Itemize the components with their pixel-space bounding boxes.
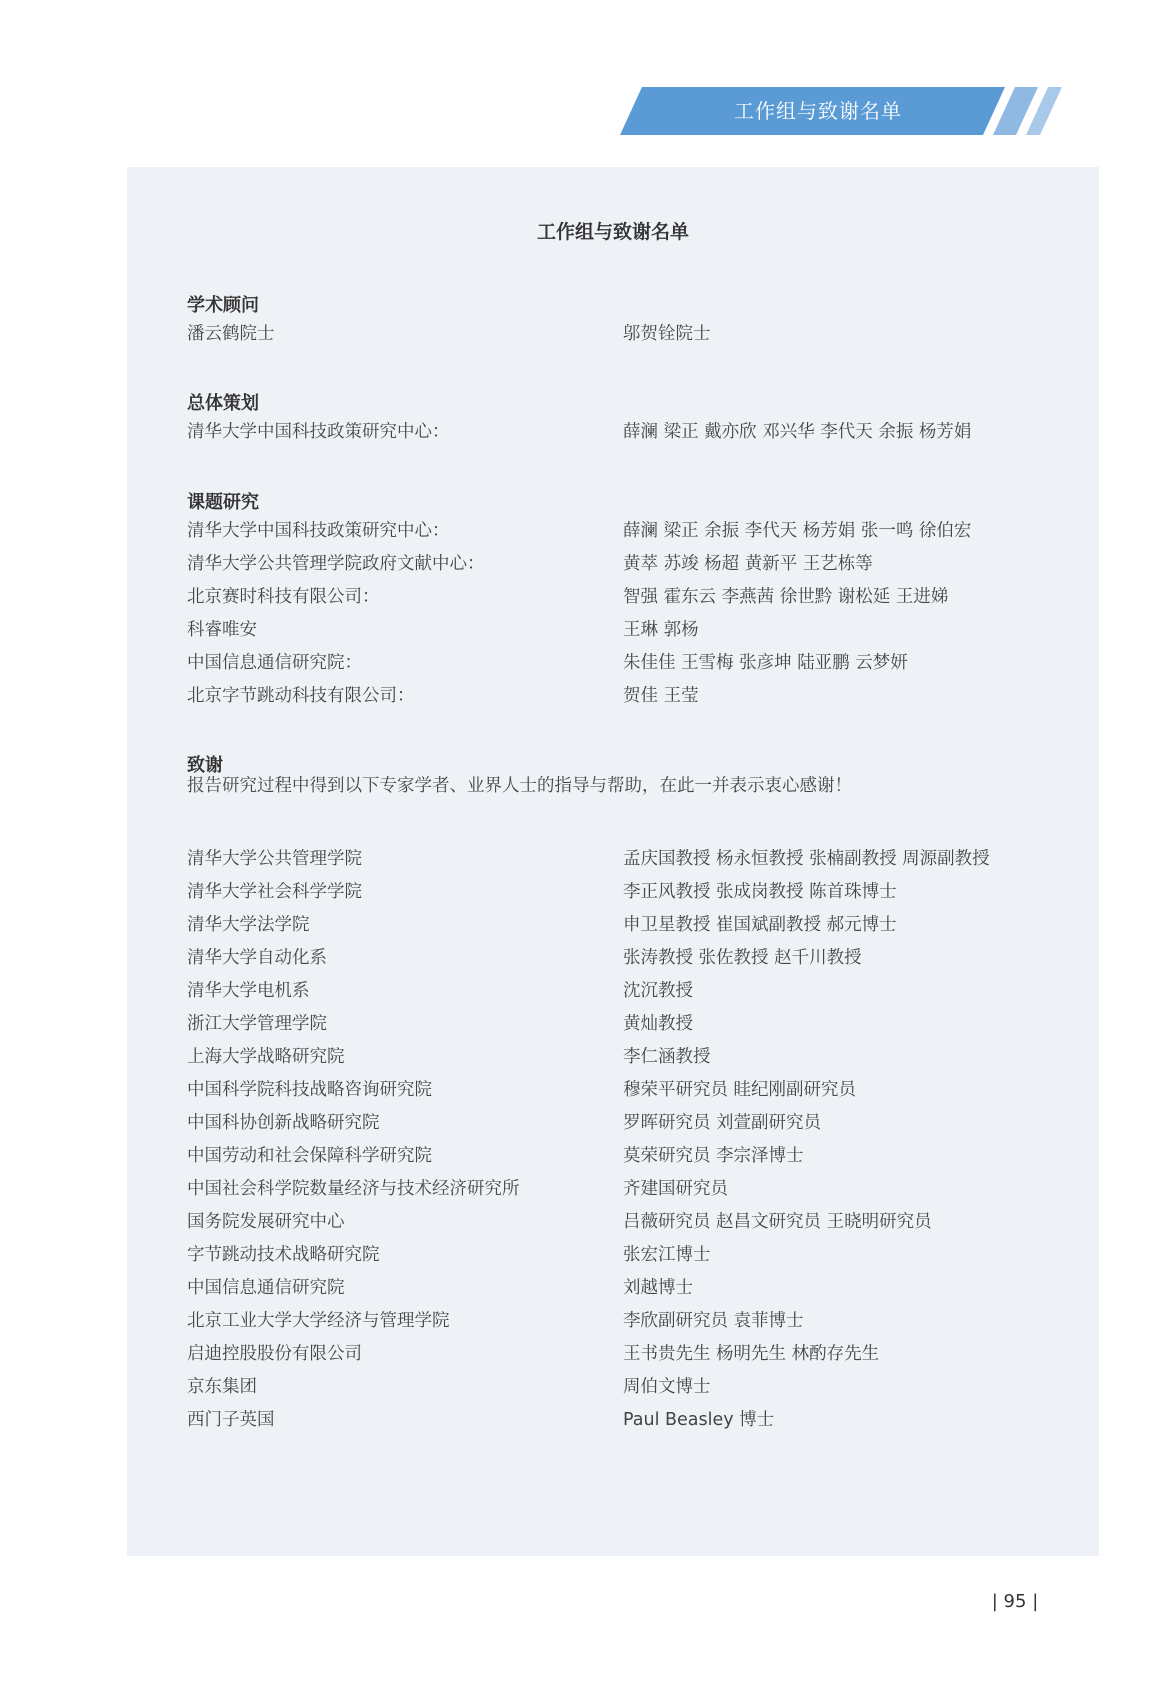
row-organization: 清华大学公共管理学院政府文献中心： bbox=[187, 554, 485, 574]
section-heading-planning: 总体策划 bbox=[187, 393, 259, 414]
thanks-row bbox=[187, 1306, 1087, 1336]
row-organization: 浙江大学管理学院 bbox=[187, 1014, 327, 1034]
row-people: 张涛教授 张佐教授 赵千川教授 bbox=[623, 948, 862, 968]
row-organization: 中国科学院科技战略咨询研究院 bbox=[187, 1080, 432, 1100]
row-people: 张宏江博士 bbox=[623, 1245, 711, 1265]
thanks-row bbox=[187, 1108, 1087, 1138]
row-people: 朱佳佳 王雪梅 张彦坤 陆亚鹏 云梦妍 bbox=[623, 653, 908, 673]
thanks-row bbox=[187, 910, 1087, 940]
thanks-row bbox=[187, 1339, 1087, 1369]
row-organization: 北京字节跳动科技有限公司： bbox=[187, 686, 415, 706]
page-number-divider-right: | bbox=[1032, 1591, 1039, 1612]
thanks-row bbox=[187, 943, 1087, 973]
row-organization: 中国科协创新战略研究院 bbox=[187, 1113, 380, 1133]
research-row bbox=[187, 648, 1087, 678]
thanks-row bbox=[187, 1174, 1087, 1204]
row-people: 沈沉教授 bbox=[623, 981, 693, 1001]
row-organization: 清华大学自动化系 bbox=[187, 948, 327, 968]
thanks-note: 报告研究过程中得到以下专家学者、业界人士的指导与帮助，在此一并表示衷心感谢！ bbox=[187, 776, 852, 796]
row-people: 黄灿教授 bbox=[623, 1014, 693, 1034]
row-people: 王琳 郭杨 bbox=[623, 620, 699, 640]
row-people: 申卫星教授 崔国斌副教授 郝元博士 bbox=[623, 915, 897, 935]
thanks-row bbox=[187, 976, 1087, 1006]
thanks-row bbox=[187, 1405, 1087, 1435]
row-people: 邬贺铨院士 bbox=[623, 324, 711, 344]
row-people: 周伯文博士 bbox=[623, 1377, 711, 1397]
page-number-divider-left: | bbox=[991, 1591, 998, 1612]
row-organization: 西门子英国 bbox=[187, 1410, 275, 1430]
research-row bbox=[187, 549, 1087, 579]
section-heading-thanks: 致谢 bbox=[187, 755, 223, 776]
thanks-row bbox=[187, 844, 1087, 874]
row-people: 王书贵先生 杨明先生 林酌存先生 bbox=[623, 1344, 880, 1364]
row-people: 吕薇研究员 赵昌文研究员 王晓明研究员 bbox=[623, 1212, 932, 1232]
row-people: 李正风教授 张成岗教授 陈首珠博士 bbox=[623, 882, 897, 902]
row-organization: 中国信息通信研究院 bbox=[187, 1278, 345, 1298]
row-people: Paul Beasley 博士 bbox=[623, 1410, 775, 1430]
row-organization: 启迪控股股份有限公司 bbox=[187, 1344, 362, 1364]
research-row bbox=[187, 516, 1087, 546]
row-people: 齐建国研究员 bbox=[623, 1179, 728, 1199]
row-organization: 清华大学社会科学学院 bbox=[187, 882, 362, 902]
row-people: 薛澜 梁正 余振 李代天 杨芳娟 张一鸣 徐伯宏 bbox=[623, 521, 972, 541]
thanks-row bbox=[187, 1141, 1087, 1171]
page-number-value: 95 bbox=[1003, 1591, 1027, 1612]
document-title: 工作组与致谢名单 bbox=[536, 221, 689, 243]
section-heading-advisors: 学术顾问 bbox=[187, 295, 259, 316]
thanks-row bbox=[187, 1207, 1087, 1237]
row-organization: 清华大学中国科技政策研究中心： bbox=[187, 521, 450, 541]
row-people: 智强 霍东云 李燕茜 徐世黔 谢松延 王进娣 bbox=[623, 587, 949, 607]
row-organization: 潘云鹤院士 bbox=[187, 324, 275, 344]
thanks-row bbox=[187, 1240, 1087, 1270]
row-organization: 清华大学法学院 bbox=[187, 915, 310, 935]
row-organization: 中国社会科学院数量经济与技术经济研究所 bbox=[187, 1179, 520, 1199]
row-organization: 上海大学战略研究院 bbox=[187, 1047, 345, 1067]
row-people: 薛澜 梁正 戴亦欣 邓兴华 李代天 余振 杨芳娟 bbox=[623, 422, 972, 442]
row-organization: 清华大学公共管理学院 bbox=[187, 849, 362, 869]
planning-row bbox=[187, 417, 1087, 447]
row-people: 罗晖研究员 刘萱副研究员 bbox=[623, 1113, 822, 1133]
row-people: 莫荣研究员 李宗泽博士 bbox=[623, 1146, 804, 1166]
row-organization: 国务院发展研究中心 bbox=[187, 1212, 345, 1232]
thanks-row bbox=[187, 1075, 1087, 1105]
row-people: 黄萃 苏竣 杨超 黄新平 王艺栋等 bbox=[623, 554, 873, 574]
row-organization: 北京赛时科技有限公司： bbox=[187, 587, 380, 607]
row-people: 穆荣平研究员 眭纪刚副研究员 bbox=[623, 1080, 857, 1100]
thanks-row bbox=[187, 1042, 1087, 1072]
page-number bbox=[990, 1591, 1040, 1612]
row-organization: 京东集团 bbox=[187, 1377, 257, 1397]
row-people: 李仁涵教授 bbox=[623, 1047, 711, 1067]
thanks-row bbox=[187, 1273, 1087, 1303]
header-banner bbox=[620, 87, 1062, 135]
content-panel bbox=[127, 167, 1099, 1556]
row-organization: 北京工业大学大学经济与管理学院 bbox=[187, 1311, 450, 1331]
thanks-row bbox=[187, 877, 1087, 907]
banner-title: 工作组与致谢名单 bbox=[734, 99, 902, 123]
row-organization: 字节跳动技术战略研究院 bbox=[187, 1245, 380, 1265]
row-people: 刘越博士 bbox=[623, 1278, 693, 1298]
thanks-row bbox=[187, 1372, 1087, 1402]
row-people: 李欣副研究员 袁菲博士 bbox=[623, 1311, 804, 1331]
thanks-row bbox=[187, 1009, 1087, 1039]
row-organization: 中国信息通信研究院： bbox=[187, 653, 362, 673]
row-organization: 清华大学中国科技政策研究中心： bbox=[187, 422, 450, 442]
advisor-row bbox=[187, 319, 1087, 349]
research-row bbox=[187, 681, 1087, 711]
row-people: 贺佳 王莹 bbox=[623, 686, 699, 706]
section-heading-research: 课题研究 bbox=[187, 492, 259, 513]
row-organization: 中国劳动和社会保障科学研究院 bbox=[187, 1146, 432, 1166]
row-organization: 科睿唯安 bbox=[187, 620, 257, 640]
row-organization: 清华大学电机系 bbox=[187, 981, 310, 1001]
row-people: 孟庆国教授 杨永恒教授 张楠副教授 周源副教授 bbox=[623, 849, 990, 869]
research-row bbox=[187, 615, 1087, 645]
research-row bbox=[187, 582, 1087, 612]
